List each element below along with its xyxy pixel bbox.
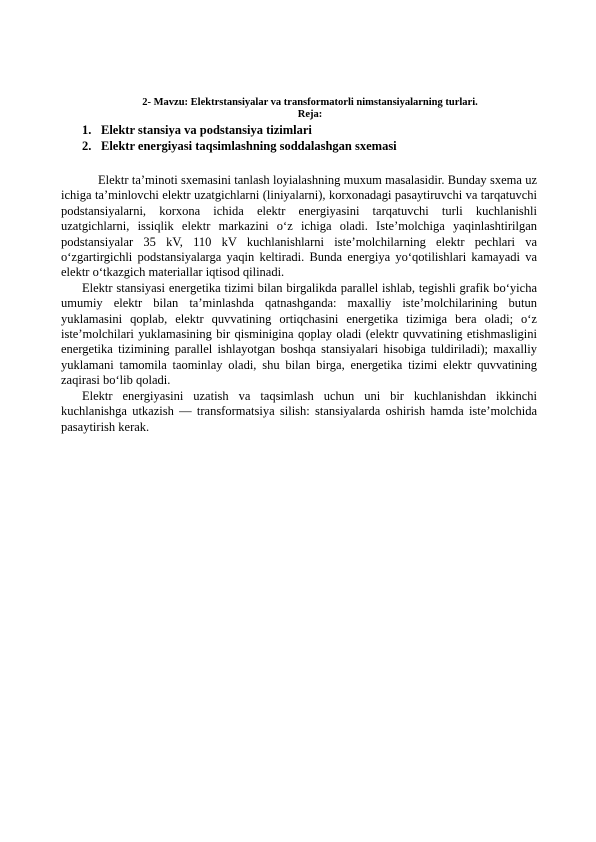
plan-item-2	[82, 138, 397, 154]
body-paragraph-1: Elektr ta’minoti sxemasini tanlash loyialashning muxum masalasidir. Bunday sxema uz ichiga ta’minlovchi elektr uzatgichlarni (liniyalarni), korxonadagi pasaytiruvchi va tarqatuvchi podstansiyalarni, korxona ichida elektr energiyasini tarqatuvchi turli kuchlanishli uzatgichlarni, issiqlik elektr markazini o‘z ichiga oladi. Iste’molchiga yaqinlashtirilgan podstansiyalar 35 kV, 110 kV kuchlanishlarni iste’molchilarning elektr pechlari va o‘zgartirgichli podstansiyalarga yaqin keltiradi. Bunda energiya yo‘qotilishlari kamayadi va elektr o‘tkazgich materiallar iqtisod qilinadi.	[61, 173, 537, 280]
body-paragraph-2: Elektr stansiyasi energetika tizimi bilan birgalikda parallel ishlab, tegishli grafik bo‘yicha umumiy elektr bilan ta’minlashda qatnashganda: maxalliy iste’molchilarining butun yuklamasini qoplab, elektr quvvatining ortiqchasini energetika tizimiga bera oladi; o‘z iste’molchilari yuklamasining bir qisminigina qoplay oladi (elektr quvvatining etishmasligini energetika tizimining parallel ishlayotgan boshqa stansiyalari hisobiga tuldiriladi); maxalliy yuklamani tamomila taominlay oladi, shu bilan birga, energetika tizimi elektr quvvatining zaqirasi bo‘lib qoladi.	[61, 280, 537, 388]
plan-list	[82, 122, 397, 154]
document-title: 2- Mavzu: Elektrstansiyalar va transformatorli nimstansiyalarning turlari.	[142, 97, 478, 108]
plan-item-number: 1.	[82, 123, 92, 137]
plan-item-1	[82, 122, 397, 138]
plan-heading: Reja:	[297, 109, 323, 120]
plan-item-text: Elektr stansiya va podstansiya tizimlari	[101, 123, 312, 137]
body-paragraph-3: Elektr energiyasini uzatish va taqsimlash uchun uni bir kuchlanishdan ikkinchi kuchlanishga utkazish — transformatsiya silish: stansiyalarda oshirish hamda iste’molchida pasaytirish kerak.	[61, 388, 537, 434]
plan-item-number: 2.	[82, 139, 92, 153]
document-body	[61, 173, 537, 435]
plan-item-text: Elektr energiyasi taqsimlashning soddalashgan sxemasi	[101, 139, 397, 153]
